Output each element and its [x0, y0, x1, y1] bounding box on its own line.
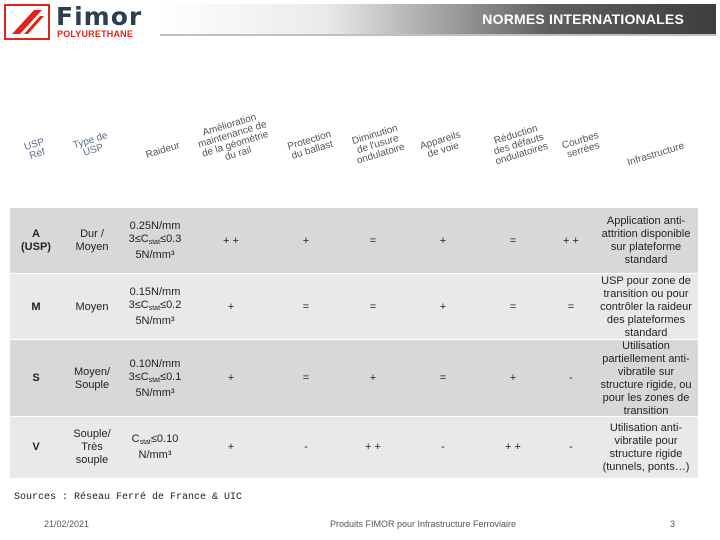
raideur-suffix: ≤0.2 [160, 299, 182, 311]
rating-ballast: + [302, 234, 310, 247]
table-row [10, 207, 698, 274]
column-header-defauts: Réduction des défauts ondulatoires [492, 123, 550, 168]
rating-courbes: - [569, 372, 573, 384]
logo-subtitle: POLYURETHANE [57, 29, 134, 39]
raideur-line-3: 5N/mm³ [135, 249, 175, 261]
rating-appareils: + [439, 234, 447, 247]
usp-ref-cell: S [32, 372, 40, 384]
table-header-row [10, 100, 698, 207]
usp-type-cell: Moyen [75, 300, 109, 313]
raideur-cell [122, 340, 188, 417]
raideur-line-2 [129, 299, 182, 315]
usp-type-cell: Dur / Moyen [75, 228, 109, 253]
column-header-ballast: Protection du ballast [286, 128, 335, 162]
page-number: 3 [670, 519, 676, 529]
rating-defauts: = [509, 300, 517, 313]
raideur-cell [122, 417, 188, 478]
raideur-subscript: stat [139, 439, 151, 446]
fimor-logo [4, 4, 154, 42]
rating-ballast: - [304, 441, 308, 453]
column-header-type: Type de USP [71, 130, 110, 159]
rating-appareils: - [441, 441, 445, 453]
column-header-raideur: Raideur [144, 140, 182, 161]
raideur-subscript: stat [148, 305, 161, 312]
header-band [160, 4, 716, 34]
raideur-line-1: 0.10N/mm [129, 357, 181, 370]
raideur-line-1: 0.15N/mm [129, 286, 181, 298]
page-title: NORMES INTERNATIONALES [482, 11, 684, 27]
table-row [10, 339, 698, 417]
rating-usure: = [369, 300, 377, 313]
rating-defauts: + [509, 372, 517, 384]
rating-courbes: - [569, 441, 573, 453]
usp-ref-cell: M [31, 300, 41, 313]
rating-usure: + + [365, 441, 381, 453]
usp-type-cell: Moyen/ Souple [73, 365, 111, 391]
usp-ref-cell: A (USP) [21, 228, 51, 253]
usp-ref-cell: V [32, 441, 40, 453]
column-header-usure: Diminution de l'usure ondulatoire [350, 122, 407, 167]
logo-wordmark: Fimor [56, 2, 143, 31]
raideur-suffix: ≤0.10 [150, 433, 179, 445]
rating-appareils: = [439, 372, 447, 384]
raideur-line-2 [129, 233, 182, 249]
usp-comparison-table [10, 100, 698, 477]
usp-type-cell: Souple/ Très souple [73, 428, 111, 466]
rating-defauts: = [509, 234, 517, 247]
rating-usure: = [369, 234, 377, 247]
fimor-logo-mark [4, 4, 54, 42]
rating-maintenance: + [227, 372, 235, 384]
table-row [10, 273, 698, 340]
rating-maintenance: + [227, 441, 235, 453]
raideur-line-3: 5N/mm³ [135, 386, 175, 399]
raideur-cell [122, 274, 188, 340]
raideur-suffix: ≤0.1 [160, 370, 182, 383]
rating-ballast: = [302, 300, 310, 313]
raideur-subscript: stat [148, 239, 161, 246]
rating-usure: + [369, 372, 377, 384]
footer-date: 21/02/2021 [44, 519, 90, 529]
rating-courbes: + + [563, 234, 579, 247]
infrastructure-cell: Utilisation anti-vibratile pour structure rigide (tunnels, ponts…) [602, 421, 690, 473]
rating-courbes: = [567, 300, 575, 313]
sources-note: Sources : Réseau Ferré de France & UIC [14, 492, 243, 503]
column-header-infrastructure: Infrastructure [626, 140, 686, 169]
raideur-line-3: N/mm³ [138, 449, 172, 461]
raideur-line-2 [129, 371, 182, 387]
rating-ballast: = [302, 372, 310, 384]
raideur-line-1: 0.25N/mm [129, 220, 181, 232]
footer-title: Produits FIMOR pour Infrastructure Ferroviaire [330, 519, 517, 529]
column-header-courbes: Courbes serrées [560, 129, 601, 161]
column-header-appareils: Appareils de voie [418, 129, 462, 161]
raideur-prefix: 3≤C [128, 370, 149, 383]
raideur-subscript: stat [148, 376, 161, 384]
rating-maintenance: + + [223, 234, 239, 247]
infrastructure-cell: Utilisation partiellement anti-vibratile sur structure rigide, ou pour les zones de transition [600, 339, 692, 417]
rating-maintenance: + [227, 300, 235, 313]
raideur-suffix: ≤0.3 [160, 233, 182, 245]
column-header-usp-ref: USP Réf [22, 136, 47, 162]
raideur-line-3: 5N/mm³ [135, 315, 175, 327]
raideur-prefix: 3≤C [128, 233, 149, 245]
rating-defauts: + + [505, 441, 521, 453]
infrastructure-cell: USP pour zone de transition ou pour contrôler la raideur des plateformes standard [600, 274, 692, 339]
table-row [10, 416, 698, 478]
infrastructure-cell: Application anti-attrition disponible sur plateforme standard [601, 215, 691, 266]
header-divider [160, 34, 716, 36]
raideur-prefix: 3≤C [128, 299, 149, 311]
raideur-prefix: C [131, 433, 140, 445]
rating-appareils: + [439, 300, 447, 313]
column-header-maintenance: Amélioration maintenance de de la géométrie du rail [196, 111, 270, 164]
raideur-cell [122, 208, 188, 274]
raideur-line-2 [132, 433, 179, 449]
